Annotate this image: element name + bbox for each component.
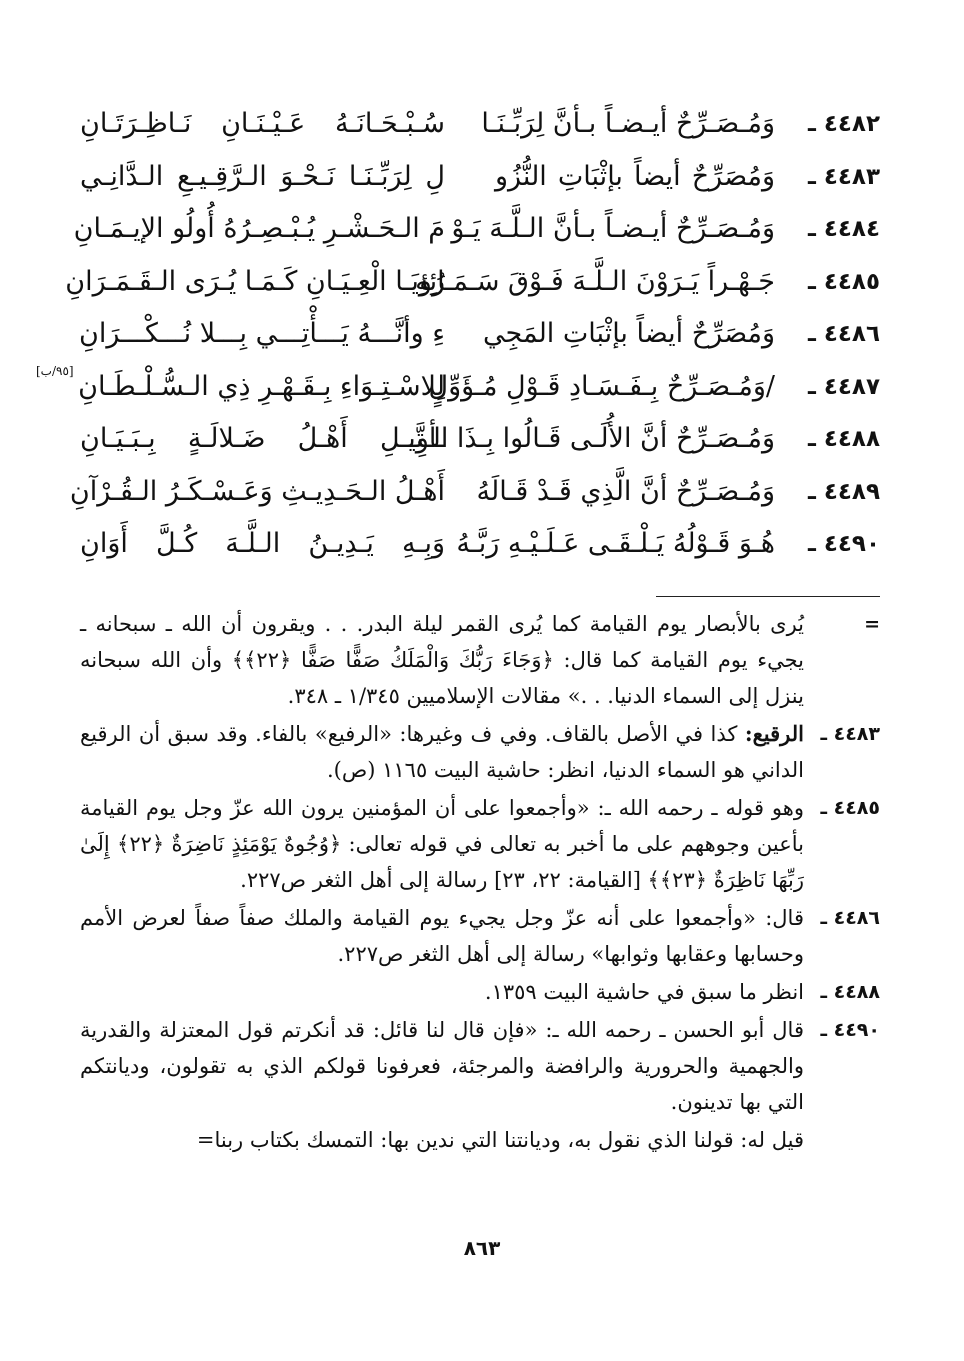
- footnote-number: ٤٤٨٦ ـ: [820, 907, 880, 929]
- verse-number: ٤٤٩٠ ـ: [807, 531, 880, 557]
- verse-first-hemistich: وَمُـصَـرِّحٌ أيـضـاً بـأنَّ الـلَّـهَ يَـوْ: [451, 213, 775, 244]
- verse-second-hemistich: رُؤيَـا الْعِـيَـانِ كَـمَـا يُـرَى الـقَـمَـرَانِ: [65, 265, 445, 297]
- page-number: ٨٦٣: [463, 1236, 501, 1260]
- verse-number: ٤٤٨٥ ـ: [807, 268, 880, 295]
- footnote-text: يُرى بالأبصار يوم القيامة كما يُرى القمر ليلة البدر. . . ويقرون أن الله ـ سبحانه ـ يجيء يوم القيامة كما قال: ﴿وَجَاءَ رَبُّكَ وَالْمَلَكُ صَفًّا صَفًّا ﴿٢٢﴾﴾ وأن الله سبحانه ينزل إلى السماء الدنيا. . .» مقالات الإسلاميين ١/٣٤٥ ـ ٣٤٨.: [80, 612, 804, 708]
- verse-second-hemistich: لِلاسْـتِـوَاءِ بِـقَـهْـرِ ذِي الـسُّـلْـطَـانِ: [78, 370, 445, 402]
- verse-first-hemistich: هُـوَ قَـوْلُهُ يَـلْـقَـى عَـلَـيْـهِ رَبَّـهُ: [456, 528, 775, 559]
- verse-row: [80, 415, 880, 468]
- footnote-text: قال: «وأجمعوا على أنه عزّ وجل يجيء يوم القيامة والملك صفاً صفاً لعرض الأمم وحسابها وعقابها وثوابها» رسالة إلى أهل الثغر ص٢٢٧.: [80, 906, 804, 966]
- verse-row: [65, 258, 880, 311]
- footnote-separator: [656, 596, 880, 597]
- verse-first-hemistich: وَمُصَرِّحٌ أيضاً بإثْبَاتِ المَجِي: [483, 318, 775, 349]
- verse-number: ٤٤٨٣ ـ: [807, 163, 880, 190]
- verse-number: ٤٤٨٦ ـ: [807, 321, 880, 347]
- footnote-number: ٤٤٨٨ ـ: [820, 981, 880, 1003]
- footnote-text: وهو قوله ـ رحمه الله ـ: «وأجمعوا على أن المؤمنين يرون الله عزّ وجل يوم القيامة بأعين وجوههم على ما أخبر به تعالى في قوله تعالى: ﴿وُجُوهٌ يَوْمَئِذٍ نَاضِرَةٌ ﴿٢٢﴾ إِلَىٰ رَبِّهَا نَاظِرَةٌ ﴿٢٣﴾﴾ [القيامة: ٢٢، ٢٣] رسالة إلى أهل الثغر ص٢٢٧.: [80, 796, 804, 892]
- verse-second-hemistich: سُـبْـحَـانَـهُ عَـيْـنَـانِ نَـاظِـرَتَـانِ: [80, 108, 445, 139]
- verse-second-hemistich: ـأوِيـلِ أَهْـلُ ضَـلالَـةٍ بِـبَـيَـانِ: [80, 423, 445, 454]
- verse-row: [80, 520, 880, 573]
- footnote-item: [80, 1012, 880, 1120]
- verse-number: ٤٤٨٢ ـ: [807, 111, 880, 137]
- verse-first-hemistich: وَمُـصَـرِّحٌ أيـضـاً بـأنَّ لِرَبِّـنَـا: [481, 108, 775, 139]
- footnote-number: ٤٤٨٣ ـ: [820, 723, 880, 745]
- footnote-number: ٤٤٩٠ ـ: [820, 1019, 880, 1041]
- verse-second-hemistich: لِ لِرَبِّـنَـا نَـحْـوَ الـرَّقِـيـعِ الـدَّانِـي: [80, 160, 445, 192]
- verse-second-hemistich: مَ الـحَـشْـرِ يُـبْـصِـرُهُ أُولُو الإيـمَـانِ: [73, 213, 445, 244]
- verse-number: ٤٤٨٤ ـ: [807, 216, 880, 242]
- verse-first-hemistich: وَمُـصَـرِّحٌ أنَّ الَّذِي قَـدْ قَـالَهُ: [476, 475, 775, 507]
- verse-row: [80, 153, 880, 206]
- verse-row: [80, 100, 880, 153]
- footnote-label: الرقيع:: [744, 721, 804, 746]
- verse-first-hemistich: وَمُصَرِّحٌ أيضاً بإثْبَاتِ النُّزُو: [495, 160, 775, 192]
- footnote-item: [80, 974, 880, 1010]
- footnote-item: [80, 790, 880, 898]
- verse-number: ٤٤٨٧ ـ: [807, 373, 880, 400]
- footnote-continuation: [80, 1122, 880, 1158]
- verse-row: [69, 468, 880, 521]
- verse-first-hemistich: وَمُـصَـرِّحٌ أنَّ الأُلَـى قَـالُوا بِـذَا الـتَّـ: [408, 423, 775, 454]
- verse-first-hemistich: جَـهْـراً يَـرَوْنَ الـلَّـهَ فَـوْقَ سَـمَـائِهِ: [415, 265, 775, 297]
- footnote-number: =: [864, 613, 880, 635]
- footnote-text: انظر ما سبق في حاشية البيت ١٣٥٩.: [484, 980, 804, 1004]
- verse-number: ٤٤٨٩ ـ: [807, 478, 880, 505]
- footnote-number: ٤٤٨٥ ـ: [820, 797, 880, 819]
- verse-first-hemistich: /وَمُـصَـرِّحٌ بِـفَـسَـادِ قَـوْلِ مُـؤَوِّلٍ: [428, 370, 775, 402]
- manuscript-folio-marker: [٩٥/ب]: [36, 364, 74, 378]
- verse-row: [80, 363, 880, 416]
- footnote-item: [80, 716, 880, 788]
- footnote-text: قال أبو الحسن ـ رحمه الله ـ: «فإن قال لنا قائل: قد أنكرتم قول المعتزلة والقدرية والجهمية والحرورية والرافضة والمرجئة، فعرفونا قولكم الذي به تقولون، وديانتكم التي بها تدينون.: [80, 1018, 804, 1114]
- verse-row: [73, 205, 880, 258]
- verse-second-hemistich: وَبِـهِ يَـدِيـنُ الـلَّـهَ كُـلَّ أَوَانِ: [80, 528, 445, 559]
- verse-row: [80, 310, 880, 363]
- verse-second-hemistich: ءِ وأنَّـــهُ يَـــأْتِـــي بِـــلا نُـــكْـــرَانِ: [79, 318, 445, 349]
- footnote-text: قيل له: قولنا الذي نقول به، وديانتنا التي ندين بها: التمسك بكتاب ربنا=: [196, 1128, 804, 1152]
- footnote-text: كذا في الأصل بالقاف. وفي ف وغيرها: «الرفيع» بالفاء. وقد سبق أن الرقيع الداني هو السماء الدنيا، انظر: حاشية البيت ١١٦٥ (ص).: [80, 722, 804, 782]
- footnotes: [80, 604, 880, 1158]
- verse-number: ٤٤٨٨ ـ: [807, 426, 880, 452]
- footnote-item: [80, 900, 880, 972]
- footnote-item: [80, 606, 880, 714]
- verse-second-hemistich: أَهْـلُ الـحَـدِيـثِ وَعَـسْـكَـرُ الـقُـرْآنِ: [69, 475, 445, 507]
- poem-verses: [65, 100, 880, 573]
